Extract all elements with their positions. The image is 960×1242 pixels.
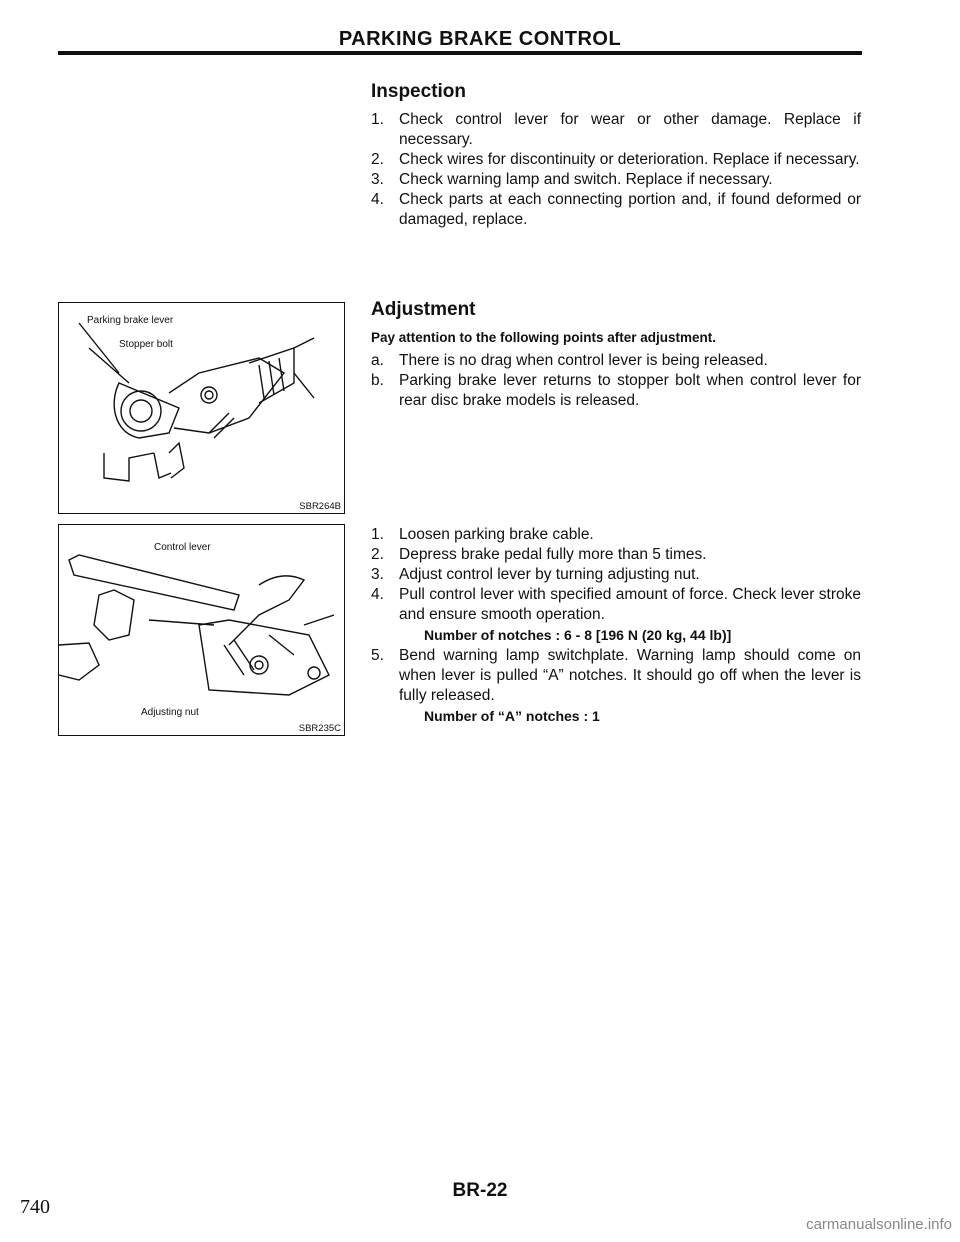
label-control-lever: Control lever	[154, 542, 211, 553]
figure-control-lever	[58, 524, 345, 736]
list-item: 2. Depress brake pedal fully more than 5 times.	[371, 546, 707, 563]
watermark: carmanualsonline.info	[806, 1216, 952, 1233]
adjustment-subtitle: Pay attention to the following points after adjustment.	[371, 330, 717, 345]
label-adjusting-nut: Adjusting nut	[141, 707, 199, 718]
spec-line: Number of “A” notches : 1	[424, 708, 600, 724]
adjustment-title: Adjustment	[371, 299, 476, 320]
list-item: 3. Check warning lamp and switch. Replace if necessary.	[371, 171, 773, 188]
label-parking-brake-lever: Parking brake lever	[87, 315, 174, 326]
control-lever-drawing	[59, 525, 344, 735]
list-item: b. Parking brake lever returns to stopper bolt when control lever for rear disc brake models is released.	[371, 372, 861, 409]
page-number: 740	[20, 1196, 50, 1218]
list-item: 1. Check control lever for wear or other damage. Replace if necessary.	[371, 111, 861, 148]
page-title: PARKING BRAKE CONTROL	[338, 28, 622, 50]
inspection-title: Inspection	[371, 81, 467, 102]
list-item: 1. Loosen parking brake cable.	[371, 526, 594, 543]
inspection-section	[371, 82, 861, 230]
list-item: 5. Bend warning lamp switchplate. Warning lamp should come on when lever is pulled “A” notches. It should go off when the lever is fully released.	[371, 647, 861, 704]
list-item: 3. Adjust control lever by turning adjusting nut.	[371, 566, 700, 583]
figure-parking-brake-lever	[58, 302, 345, 514]
list-item: 2. Check wires for discontinuity or deterioration. Replace if necessary.	[371, 151, 860, 168]
spec-line: Number of notches : 6 - 8 [196 N (20 kg, 44 lb)]	[424, 627, 732, 643]
parking-brake-lever-drawing	[59, 303, 344, 513]
figure-id: SBR264B	[299, 501, 341, 512]
figure-id: SBR235C	[298, 723, 341, 734]
header-rule	[58, 51, 862, 55]
list-item: 4. Check parts at each connecting portion and, if found deformed or damaged, replace.	[371, 191, 861, 228]
label-stopper-bolt: Stopper bolt	[119, 339, 173, 350]
adjustment-section	[371, 300, 861, 411]
adjustment-steps	[371, 525, 861, 727]
page-code: BR-22	[452, 1180, 508, 1201]
list-item: a. There is no drag when control lever is being released.	[371, 352, 768, 369]
list-item: 4. Pull control lever with specified amount of force. Check lever stroke and ensure smooth operation.	[371, 586, 861, 623]
